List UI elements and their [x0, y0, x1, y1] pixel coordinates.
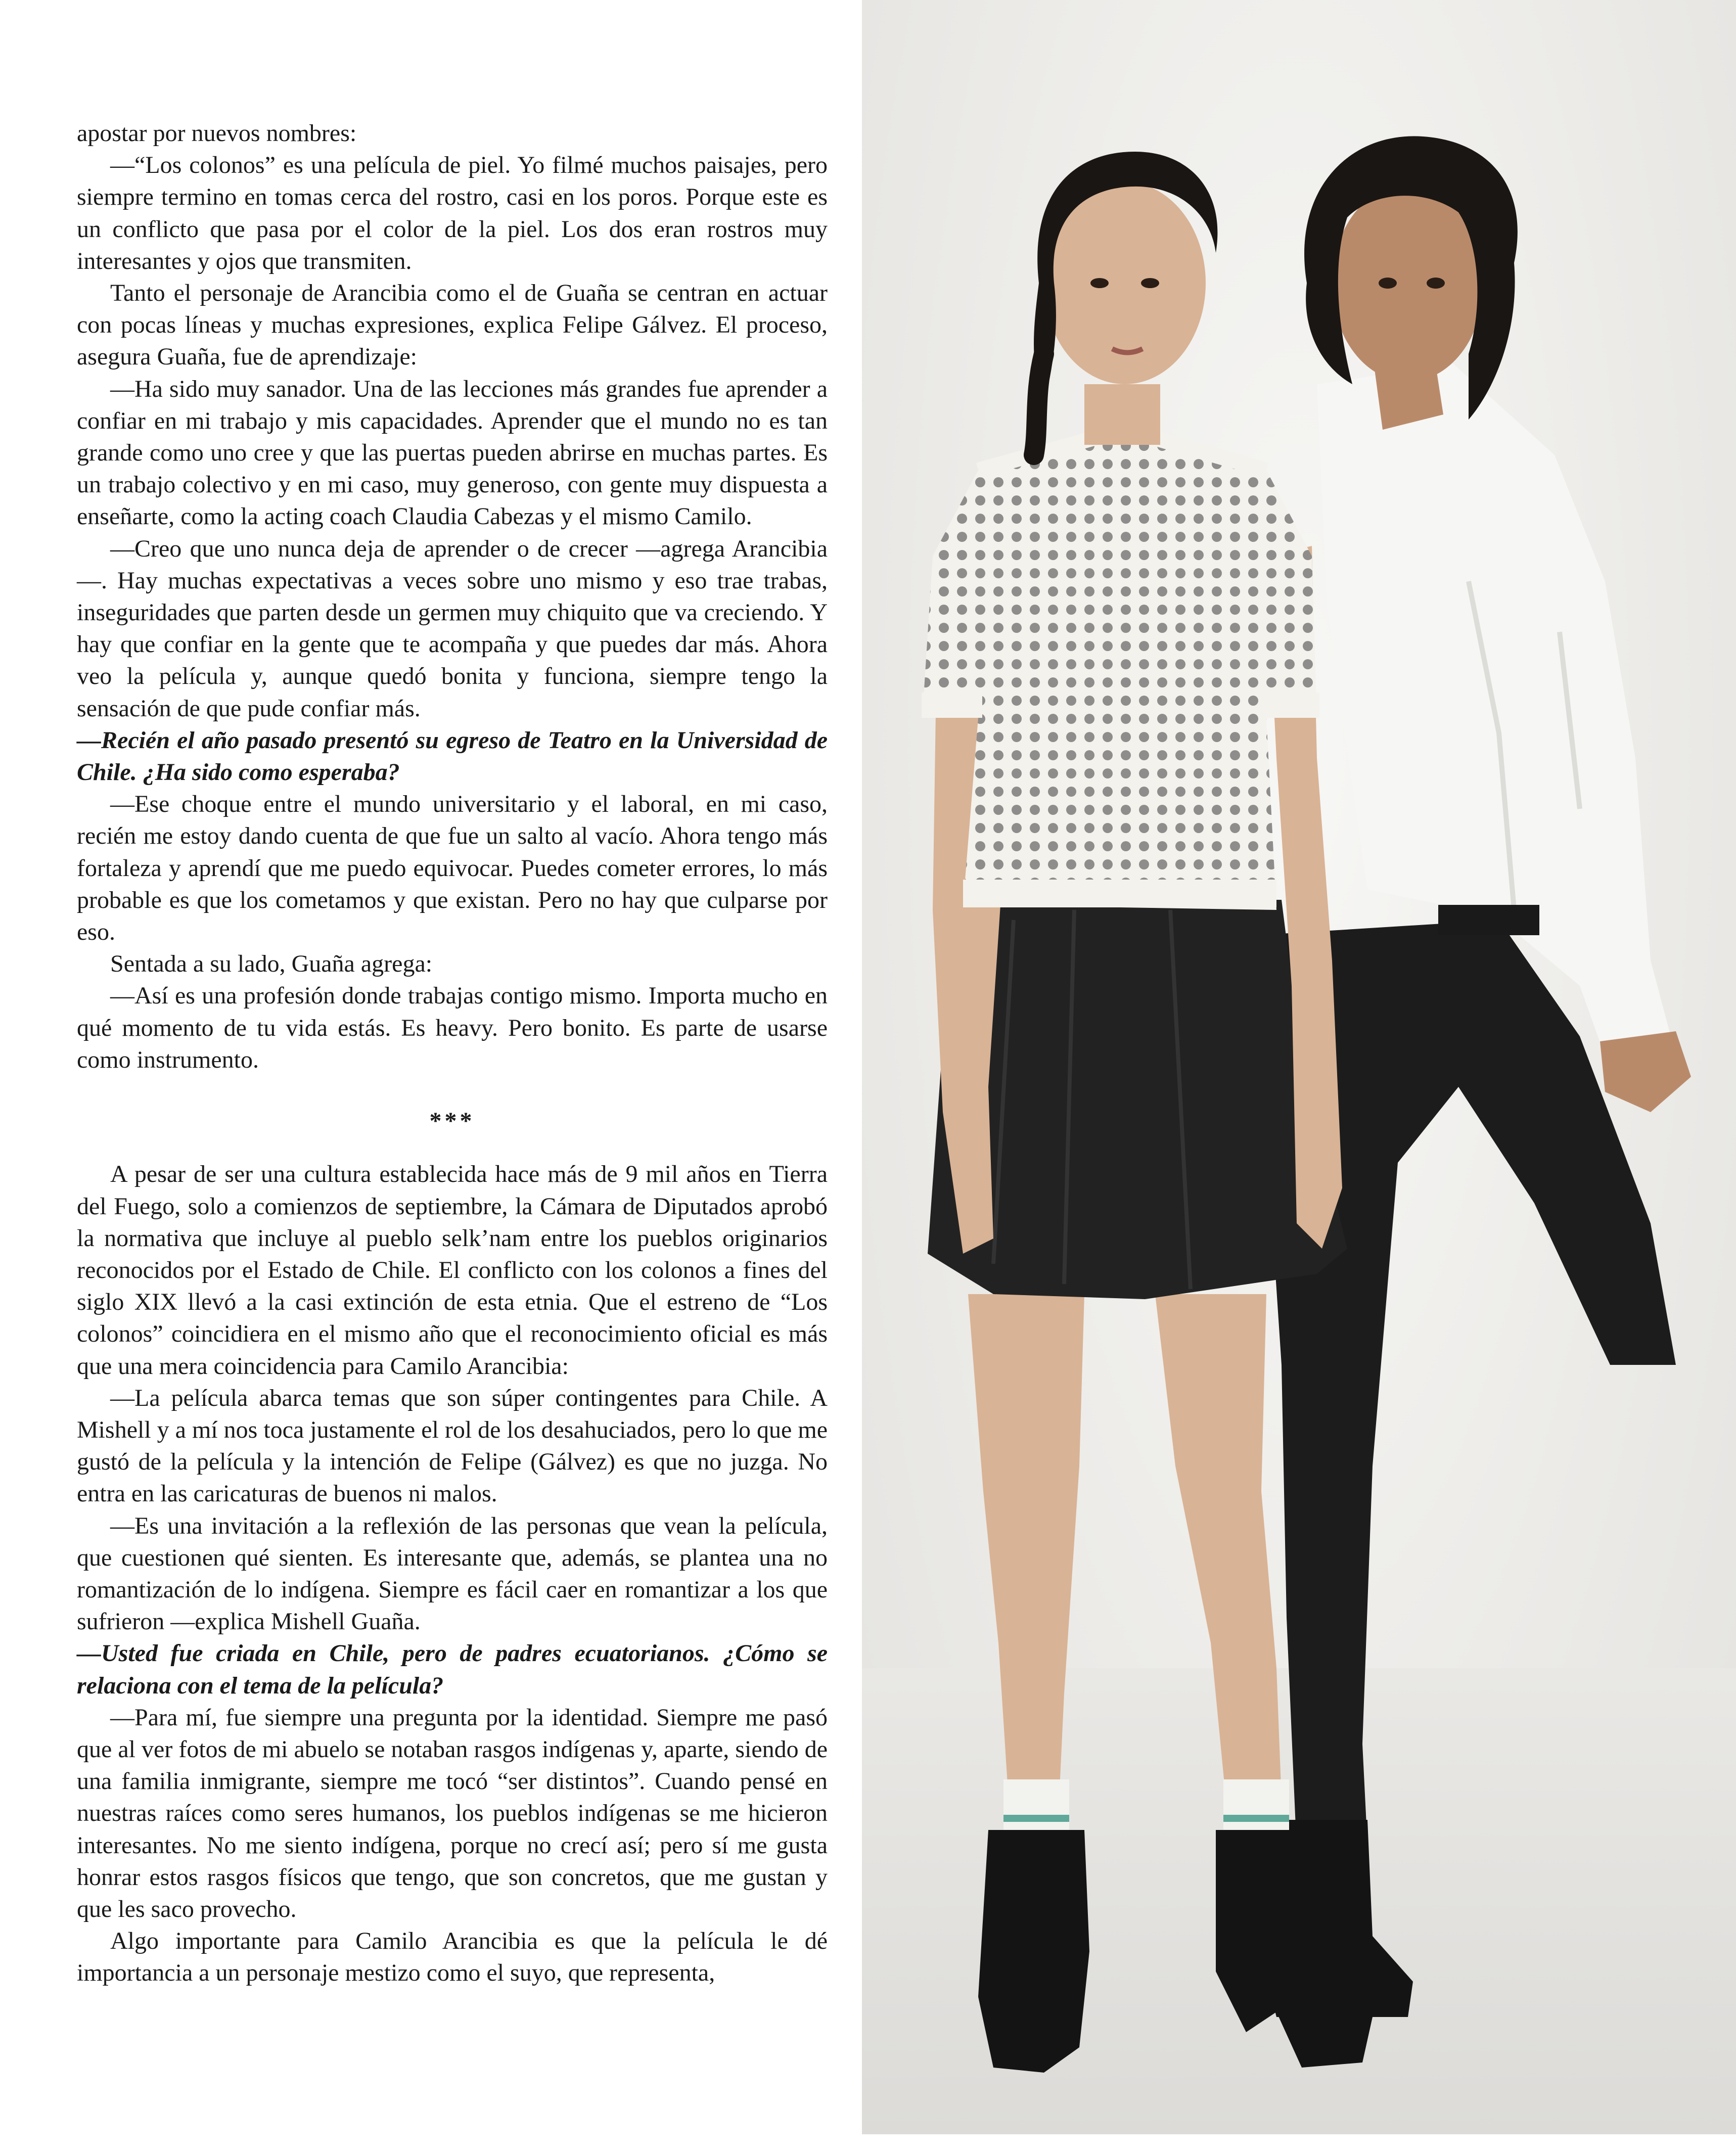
article-paragraph: Algo importante para Camilo Arancibia es que la película le dé importancia a un personaje mestizo como el suyo, que representa, [77, 1928, 828, 1987]
article-paragraph: Tanto el personaje de Arancibia como el de Guaña se centran en actuar con pocas líneas y muchas expresiones, explica Felipe Gálvez. El proceso, asegura Guaña, fue de aprendizaje: [77, 280, 828, 371]
article-paragraph: —Creo que uno nunca deja de aprender o de crecer —agrega Arancibia—. Hay muchas expectativas a veces sobre uno mismo y eso trae trabas, inseguridades que parten desde un germen muy chiquito que va creciendo. Y hay que confiar en la gente que te acompaña y que puedes dar más. Ahora veo la película y, aunque quedó bonita y funciona, siempre tengo la sensación de que pude confiar más. [77, 535, 828, 722]
article-paragraph: Sentada a su lado, Guaña agrega: [110, 950, 433, 978]
article-paragraph: —“Los colonos” es una película de piel. Yo filmé muchos paisajes, pero siempre termino en tomas cerca del rostro, casi en los poros. Porque este es un conflicto que pasa por el color de la piel. Los dos eran rostros muy interesantes y ojos que transmiten. [77, 152, 828, 274]
portrait-photo [862, 0, 1736, 2134]
article-paragraph: —Es una invitación a la reflexión de las personas que vean la película, que cuestionen qué sienten. Es interesante que, además, se plantea una no romantización de lo indígena. Siempre es fácil caer en romantizar a los que sufrieron —explica Mishell Guaña. [77, 1512, 828, 1635]
article-paragraph: A pesar de ser una cultura establecida hace más de 9 mil años en Tierra del Fuego, solo a comienzos de septiembre, la Cámara de Diputados aprobó la normativa que incluye al pueblo selk’nam entre los pueblos originarios reconocidos por el Estado de Chile. El conflicto con los colonos a fines del siglo XIX llevó a la casi extinción de esta etnia. Que el estreno de “Los colonos” coincidiera en el mismo año que el reconocimiento oficial es más que una mera coincidencia para Camilo Arancibia: [77, 1161, 828, 1380]
article-paragraph: —Así es una profesión donde trabajas contigo mismo. Importa mucho en qué momento de tu vida estás. Es heavy. Pero bonito. Es parte de usarse como instrumento. [77, 982, 828, 1073]
article-paragraph: —Ese choque entre el mundo universitario y el laboral, en mi caso, recién me estoy dando cuenta de que fue un salto al vacío. Ahora tengo más fortaleza y aprendí que me puedo equivocar. Puedes cometer errores, lo más probable es que los cometamos y que existan. Pero no hay que culparse por eso. [77, 791, 828, 946]
portrait-illustration [862, 0, 1736, 2134]
article-paragraph: —Ha sido muy sanador. Una de las lecciones más grandes fue aprender a confiar en mi trabajo y mis capacidades. Aprender que el mundo no es tan grande como uno cree y que las puertas pueden abrirse en muchas partes. Es un trabajo colectivo y en mi caso, muy generoso, con gente muy dispuesta a enseñarte, como la acting coach Claudia Cabezas y el mismo Camilo. [77, 375, 828, 530]
interview-question: —Recién el año pasado presentó su egreso de Teatro en la Universidad de Chile. ¿Ha sido como esperaba? [77, 726, 828, 786]
interview-question: —Usted fue criada en Chile, pero de padres ecuatorianos. ¿Cómo se relaciona con el tema de la película? [77, 1640, 828, 1699]
article-paragraph: —La película abarca temas que son súper contingentes para Chile. A Mishell y a mí nos toca justamente el rol de los desahuciados, pero lo que me gustó de la película y la intención de Felipe (Gálvez) es que no juzga. No entra en las caricaturas de buenos ni malos. [77, 1384, 828, 1507]
section-separator: *** [429, 1108, 475, 1135]
article-paragraph: —Para mí, fue siempre una pregunta por la identidad. Siempre me pasó que al ver fotos de mi abuelo se notaban rasgos indígenas y, aparte, siendo de una familia inmigrante, siempre me tocó “ser distintos”. Cuando pensé en nuestras raíces como seres humanos, los pueblos indígenas se me hicieron interesantes. No me siento indígena, porque no crecí así; pero sí me gusta honrar estos rasgos físicos que tengo, que son concretos, que me gustan y que les saco provecho. [77, 1704, 828, 1922]
article-paragraph: apostar por nuevos nombres: [77, 120, 357, 147]
article-text-column [77, 117, 828, 1989]
